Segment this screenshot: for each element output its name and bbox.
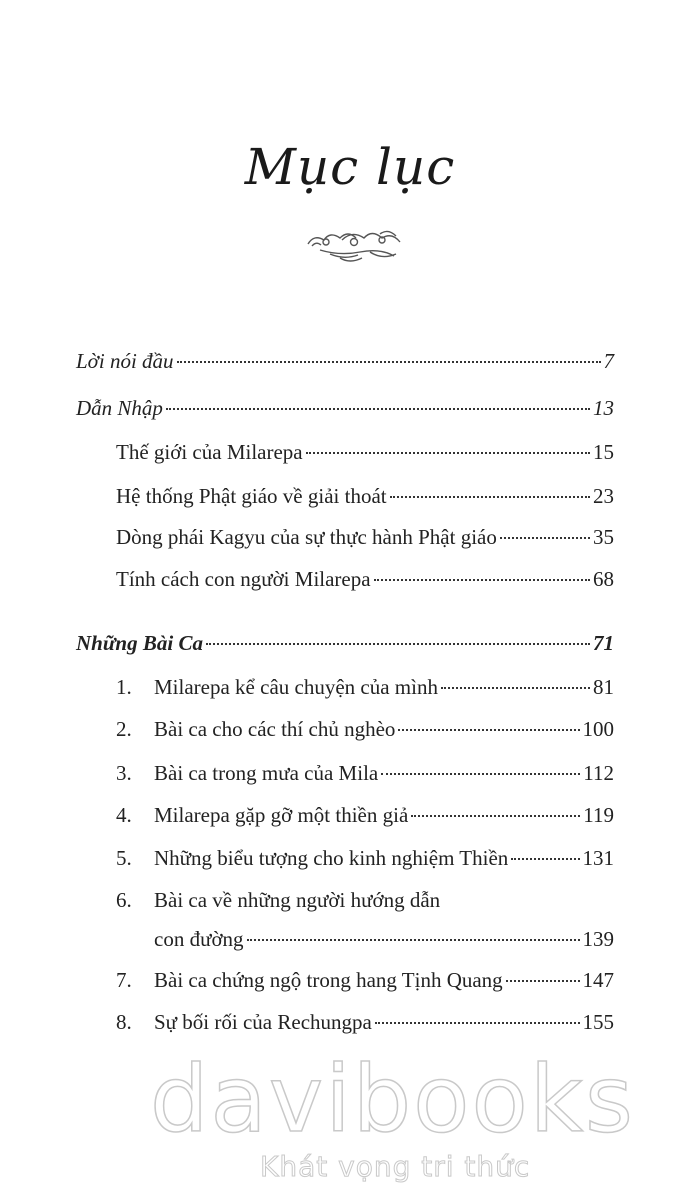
- toc-entry-number: 4.: [116, 803, 132, 827]
- toc-entry-number: 5.: [116, 846, 132, 870]
- toc-entry-page: 147: [582, 968, 614, 992]
- toc-entry-label: Milarepa kể câu chuyện của mình: [154, 675, 438, 699]
- toc-entry-page: 139: [582, 927, 614, 951]
- toc-entry[interactable]: [116, 674, 614, 700]
- toc-entry-label: Dòng phái Kagyu của sự thực hành Phật giáo: [116, 525, 497, 549]
- toc-entry-label: Bài ca về những người hướng dẫn: [154, 888, 441, 912]
- toc-entry-page: 35: [593, 525, 614, 549]
- toc-entry-number: 8.: [116, 1010, 132, 1034]
- toc-entry-number: 1.: [116, 675, 132, 699]
- toc-entry[interactable]: [116, 483, 614, 509]
- toc-entry-label: Lời nói đầu: [76, 349, 174, 373]
- toc-entry-number: 2.: [116, 717, 132, 741]
- toc-entry-page: 7: [603, 349, 614, 373]
- toc-entry-page: 15: [593, 440, 614, 464]
- dot-leader: [411, 815, 580, 817]
- watermark-tagline: Khát vọng tri thức: [260, 1150, 531, 1183]
- toc-entry-page: 68: [593, 567, 614, 591]
- toc-entry-label: Bài ca trong mưa của Mila: [154, 761, 379, 785]
- toc-entry[interactable]: [116, 439, 614, 465]
- toc-entry[interactable]: [116, 802, 614, 828]
- toc-entry-page: 155: [582, 1010, 614, 1034]
- dot-leader: [500, 537, 590, 539]
- dot-leader: [441, 687, 590, 689]
- toc-entry[interactable]: [116, 760, 614, 786]
- dot-leader: [381, 773, 580, 775]
- toc-entry-number: 7.: [116, 968, 132, 992]
- toc-entry-page: 100: [582, 717, 614, 741]
- toc-entry-page: 13: [593, 396, 614, 420]
- toc-entry-page: 119: [583, 803, 614, 827]
- toc-entry-label: Bài ca cho các thí chủ nghèo: [154, 717, 396, 741]
- toc-entry-label: Những Bài Ca: [76, 631, 203, 655]
- toc-entry[interactable]: [116, 524, 614, 550]
- toc-entry[interactable]: [116, 845, 614, 871]
- toc-part-heading[interactable]: [76, 630, 614, 656]
- dot-leader: [390, 496, 590, 498]
- toc-entry[interactable]: [154, 926, 614, 952]
- toc-entry-page: 81: [593, 675, 614, 699]
- toc-entry-label: Sự bối rối của Rechungpa: [154, 1010, 372, 1034]
- dot-leader: [511, 858, 579, 860]
- toc-entry-label: con đường: [154, 927, 244, 951]
- toc-entry[interactable]: [116, 967, 614, 993]
- dot-leader: [398, 729, 579, 731]
- toc-entry-label: Bài ca chứng ngộ trong hang Tịnh Quang: [154, 968, 503, 992]
- toc-entry-number: 6.: [116, 888, 132, 912]
- toc-entry-page: 23: [593, 484, 614, 508]
- toc-entry[interactable]: [116, 716, 614, 742]
- toc-entry-label: Tính cách con người Milarepa: [116, 567, 371, 591]
- dot-leader: [306, 452, 590, 454]
- toc-entry-number: 3.: [116, 761, 132, 785]
- toc-entry-label: Dẫn Nhập: [76, 396, 163, 420]
- toc-entry[interactable]: [116, 1009, 614, 1035]
- dot-leader: [374, 579, 590, 581]
- toc-entry-page: 71: [593, 631, 614, 655]
- page-title: Mục lục: [244, 138, 456, 196]
- toc-entry-label: Milarepa gặp gỡ một thiền giả: [154, 803, 409, 827]
- toc-entry[interactable]: [76, 348, 614, 374]
- toc-entry-label-line1[interactable]: [116, 887, 440, 913]
- toc-entry-page: 131: [582, 846, 614, 870]
- dot-leader: [375, 1022, 580, 1024]
- toc-entry-label: Hệ thống Phật giáo về giải thoát: [116, 484, 387, 508]
- toc-entry[interactable]: [76, 395, 614, 421]
- toc-entry-label: Những biểu tượng cho kinh nghiệm Thiền: [154, 846, 509, 870]
- dot-leader: [206, 643, 590, 645]
- cloud-ornament-icon: [300, 226, 410, 266]
- dot-leader: [177, 361, 601, 363]
- toc-entry-label: Thế giới của Milarepa: [116, 440, 303, 464]
- dot-leader: [506, 980, 580, 982]
- toc-entry-page: 112: [583, 761, 614, 785]
- watermark-brand: davibooks: [150, 1046, 635, 1153]
- toc-entry[interactable]: [116, 566, 614, 592]
- dot-leader: [247, 939, 580, 941]
- dot-leader: [166, 408, 590, 410]
